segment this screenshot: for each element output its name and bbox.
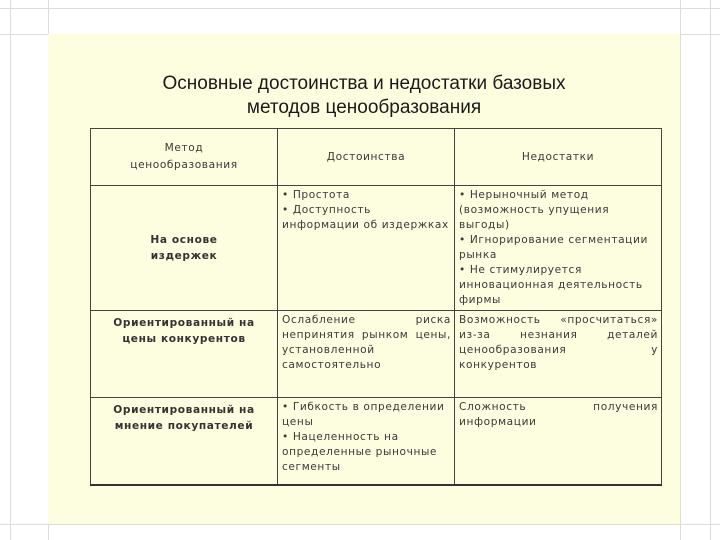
title-line-1: Основные достоинства и недостатки базовых	[162, 73, 566, 94]
method-cell: На основе издержек	[91, 186, 278, 311]
header-disadvantages: Недостатки	[455, 129, 662, 186]
disadvantages-cell	[455, 186, 662, 311]
table-header-row	[91, 129, 662, 186]
disadvantages-cell: Возможность «просчитаться» из-за незнания деталей ценообразования у конкурентов	[455, 311, 662, 398]
slide-title	[48, 72, 680, 120]
advantages-cell	[278, 186, 455, 311]
table-row	[91, 186, 662, 311]
advantages-cell: Ослабление риска непринятия рынком цены, установленной самостоятельно	[278, 311, 455, 398]
table-row	[91, 311, 662, 398]
list-item: • Игнорирование сегментации рынка	[459, 233, 658, 263]
method-cell: Ориентированный на мнение покупателей	[91, 398, 278, 485]
disadvantages-cell: Сложность получения информации	[455, 398, 662, 485]
list-item: • Гибкость в определении цены	[282, 400, 451, 430]
header-advantages: Достоинства	[278, 129, 455, 186]
slide	[48, 34, 680, 524]
table-row	[91, 398, 662, 485]
list-item: • Нацеленность на определенные рыночные сегменты	[282, 430, 451, 475]
method-cell: Ориентированный на цены конкурентов	[91, 311, 278, 398]
title-line-2: методов ценообразования	[246, 97, 482, 118]
list-item: • Не стимулируется инновационная деятельность фирмы	[459, 263, 658, 308]
list-item: • Нерыночный метод (возможность упущения выгоды)	[459, 188, 658, 233]
list-item: • Доступность информации об издержках	[282, 203, 451, 233]
list-item: • Простота	[282, 188, 451, 203]
pricing-methods-table	[90, 128, 662, 486]
header-method: Метод ценообразования	[91, 129, 278, 186]
advantages-cell	[278, 398, 455, 485]
